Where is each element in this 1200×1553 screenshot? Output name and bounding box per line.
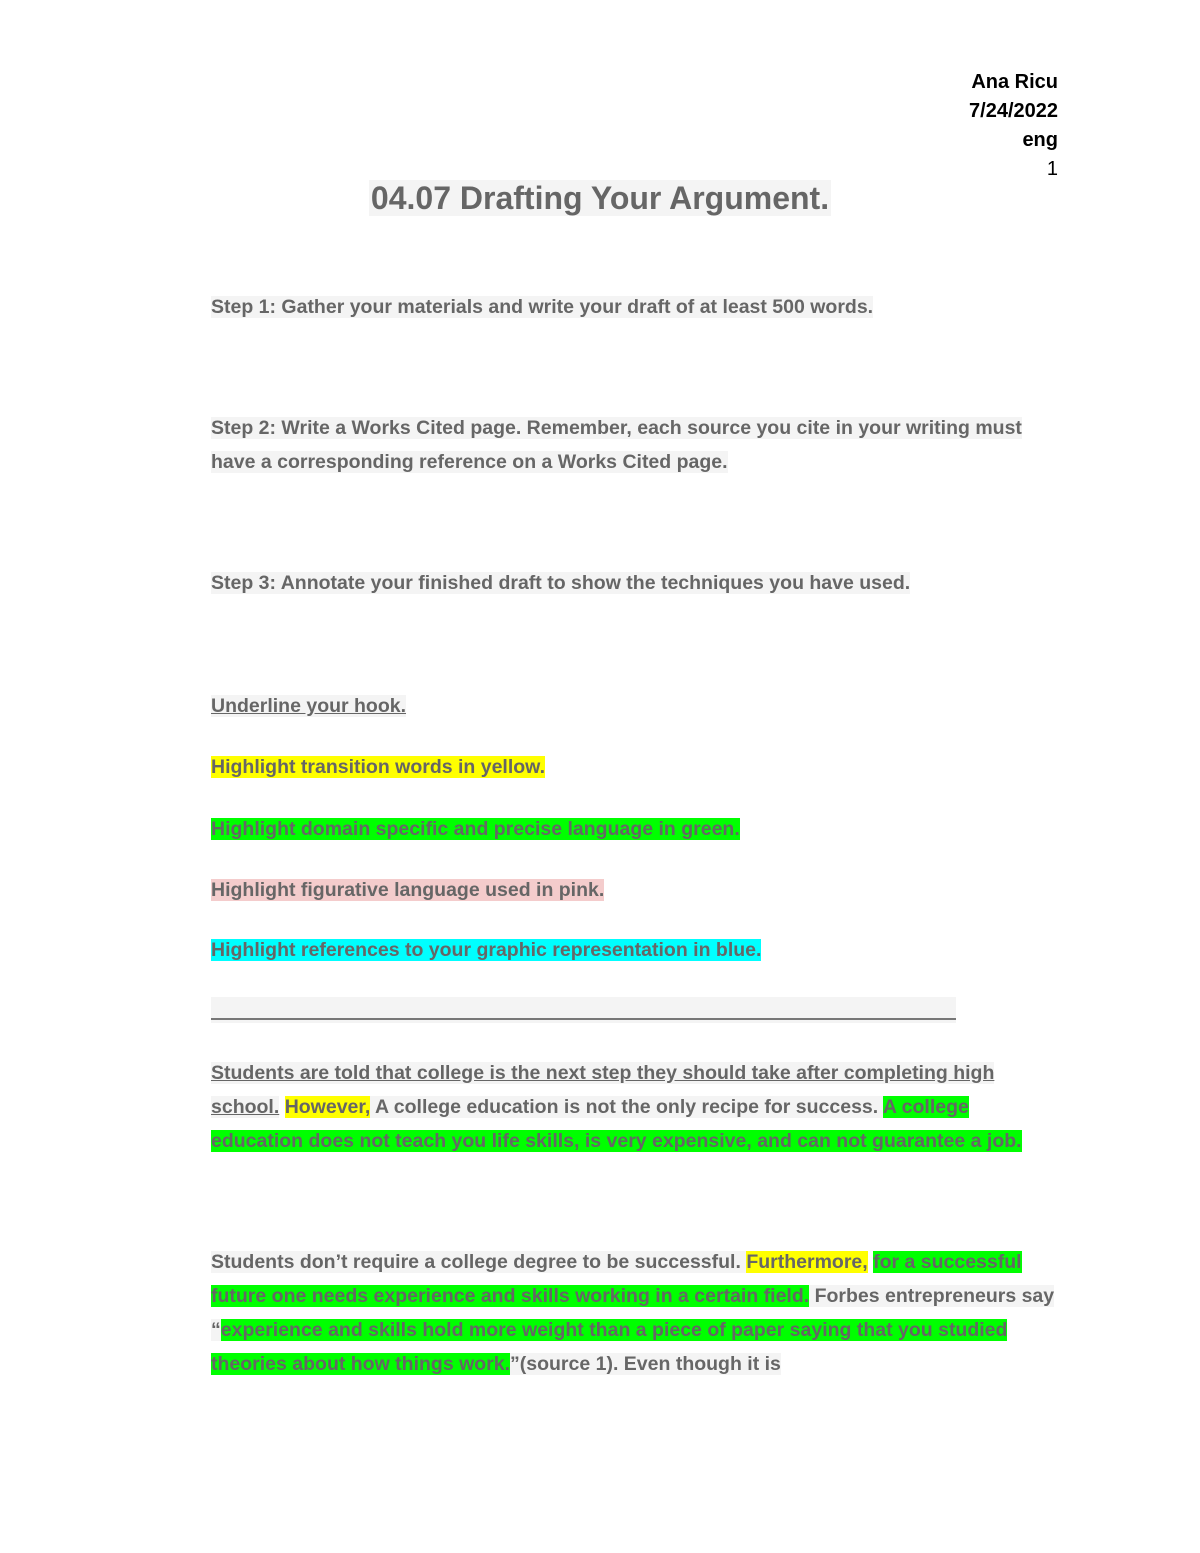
paragraph-2-precise-language-1: for a successful future one needs experience and skills working in a certain field. [211,1251,1022,1307]
instruction-green-text: Highlight domain specific and precise language in green. [211,818,740,840]
paragraph-2 [211,1245,1056,1381]
paragraph-1-plain: A college education is not the only recipe for success. [370,1096,883,1118]
course-name: eng [1022,129,1058,151]
paragraph-1-transition: However, [284,1096,371,1118]
step-2-text: Step 2: Write a Works Cited page. Remember, each source you cite in your writing must have a corresponding reference on a Works Cited page. [211,417,1022,473]
paragraph-1-precise-language: A college education does not teach you life skills, is very expensive, and can not guarantee a job. [211,1096,1022,1152]
step-1-text: Step 1: Gather your materials and write your draft of at least 500 words. [211,296,874,318]
document-header [969,68,1058,184]
step-1 [211,290,1056,324]
instruction-yellow [211,750,1056,784]
instruction-yellow-text: Highlight transition words in yellow. [211,756,546,778]
paragraph-1-hook: Students are told that college is the next step they should take after completing high school. [211,1062,995,1118]
instruction-pink-text: Highlight figurative language used in pink. [211,879,605,901]
separator-line [211,1018,956,1020]
author-name: Ana Ricu [971,71,1058,93]
instruction-blue [211,933,1056,967]
instruction-underline-text: Underline your hook. [211,695,407,717]
paragraph-2-plain-2: Forbes entrepreneurs say “ [211,1285,1055,1341]
instruction-green [211,812,1056,846]
instruction-pink [211,873,1056,907]
instruction-underline [211,689,1056,723]
step-2 [211,411,1056,479]
document-title: 04.07 Drafting Your Argument. [370,180,830,216]
step-3 [211,566,1056,600]
document-date: 7/24/2022 [969,100,1058,122]
paragraph-2-transition: Furthermore, [746,1251,868,1273]
paragraph-1 [211,1056,1056,1158]
document-title-wrap [0,180,1200,217]
step-3-text: Step 3: Annotate your finished draft to show the techniques you have used. [211,572,911,594]
paragraph-2-plain-3: ”(source 1). Even though it is [510,1353,781,1375]
instruction-blue-text: Highlight references to your graphic representation in blue. [211,939,762,961]
paragraph-2-plain-1: Students don’t require a college degree to be successful. [211,1251,747,1273]
paragraph-2-precise-language-2: experience and skills hold more weight than a piece of paper saying that you studied theories about how things work. [211,1319,1008,1375]
page-number: 1 [1046,158,1058,180]
